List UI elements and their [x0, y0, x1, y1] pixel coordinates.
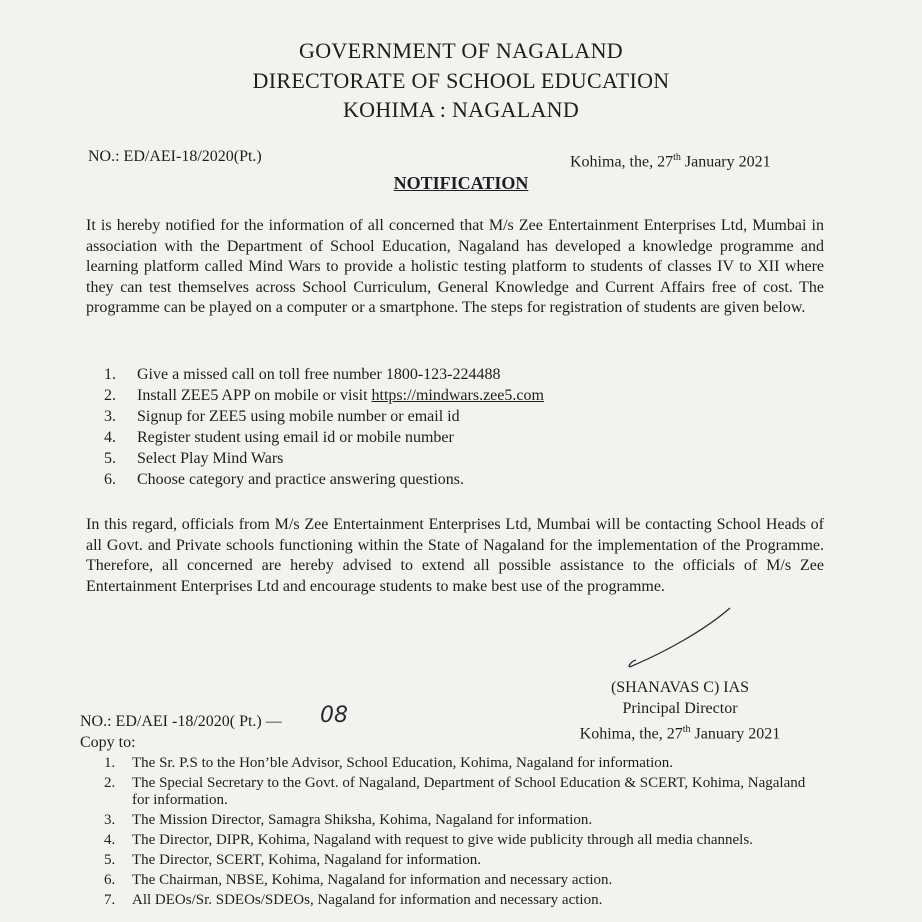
paragraph-advisory: In this regard, officials from M/s Zee Entertainment Enterprises Ltd, Mumbai will be contacting School Heads of all Govt. and Private schools functioning within the State of Nagaland for the implementation of the Programme. Therefore, all concerned are hereby advised to extend all possible assistance to the officials of M/s Zee Entertainment Enterprises Ltd and encourage students to make best use of the programme. [86, 516, 824, 595]
copy-to-label: Copy to: [80, 734, 136, 751]
issue-date: Kohima, the, 27th January 2021 [570, 152, 771, 171]
handwritten-number: 08 [320, 703, 348, 728]
header-location: KOHIMA : NAGALAND [342, 97, 580, 122]
step-item: 6. Choose category and practice answering questions. [104, 471, 465, 488]
copy-item: 4. The Director, DIPR, Kohima, Nagaland with request to give wide publicity through all media channels. [104, 832, 753, 848]
registration-steps [104, 364, 544, 490]
copy-item: 6. The Chairman, NBSE, Kohima, Nagaland for information and necessary action. [104, 872, 613, 888]
signature-stroke [610, 600, 740, 680]
header-government: GOVERNMENT OF NAGALAND [299, 38, 623, 63]
header-directorate: DIRECTORATE OF SCHOOL EDUCATION [252, 68, 670, 93]
copy-item: 2. The Special Secretary to the Govt. of Nagaland, Department of School Education & SCERT, Kohima, Nagaland for information. [104, 775, 806, 808]
signatory-designation: Principal Director [622, 700, 738, 717]
reference-number: NO.: ED/AEI-18/2020(Pt.) [88, 148, 262, 165]
reference-number-copy: NO.: ED/AEI -18/2020( Pt.) — [80, 713, 282, 730]
copy-item: 3. The Mission Director, Samagra Shiksha, Kohima, Nagaland for information. [104, 812, 593, 828]
step-item: 5. Select Play Mind Wars [104, 450, 284, 467]
notification-title: NOTIFICATION [393, 173, 529, 193]
signatory-name: (SHANAVAS C) IAS [610, 679, 750, 696]
copy-to-list [104, 755, 820, 912]
paragraph-intro: It is hereby notified for the information of all concerned that M/s Zee Entertainment Enterprises Ltd, Mumbai in association with the Department of School Education, Nagaland has developed a knowledge programme and learning platform called Mind Wars to provide a holistic testing platform to students of classes IV to XII where they can test themselves across School Curriculum, General Knowledge and Current Affairs free of cost. The programme can be played on a computer or a smartphone. The steps for registration of students are given below. [86, 217, 824, 316]
copy-item: 1. The Sr. P.S to the Hon’ble Advisor, School Education, Kohima, Nagaland for information. [104, 755, 673, 771]
step-item: 2. Install ZEE5 APP on mobile or visit https://mindwars.zee5.com [104, 387, 544, 404]
copy-item: 7. All DEOs/Sr. SDEOs/SDEOs, Nagaland for information and necessary action. [104, 892, 603, 908]
signatory-date: Kohima, the, 27th January 2021 [579, 724, 781, 743]
mindwars-link[interactable]: https://mindwars.zee5.com [371, 387, 544, 404]
step-item: 3. Signup for ZEE5 using mobile number or email id [104, 408, 460, 425]
signature-path [629, 608, 730, 667]
step-item: 1. Give a missed call on toll free number 1800-123-224488 [104, 366, 501, 383]
copy-item: 5. The Director, SCERT, Kohima, Nagaland for information. [104, 852, 481, 868]
step-item: 4. Register student using email id or mobile number [104, 429, 454, 446]
